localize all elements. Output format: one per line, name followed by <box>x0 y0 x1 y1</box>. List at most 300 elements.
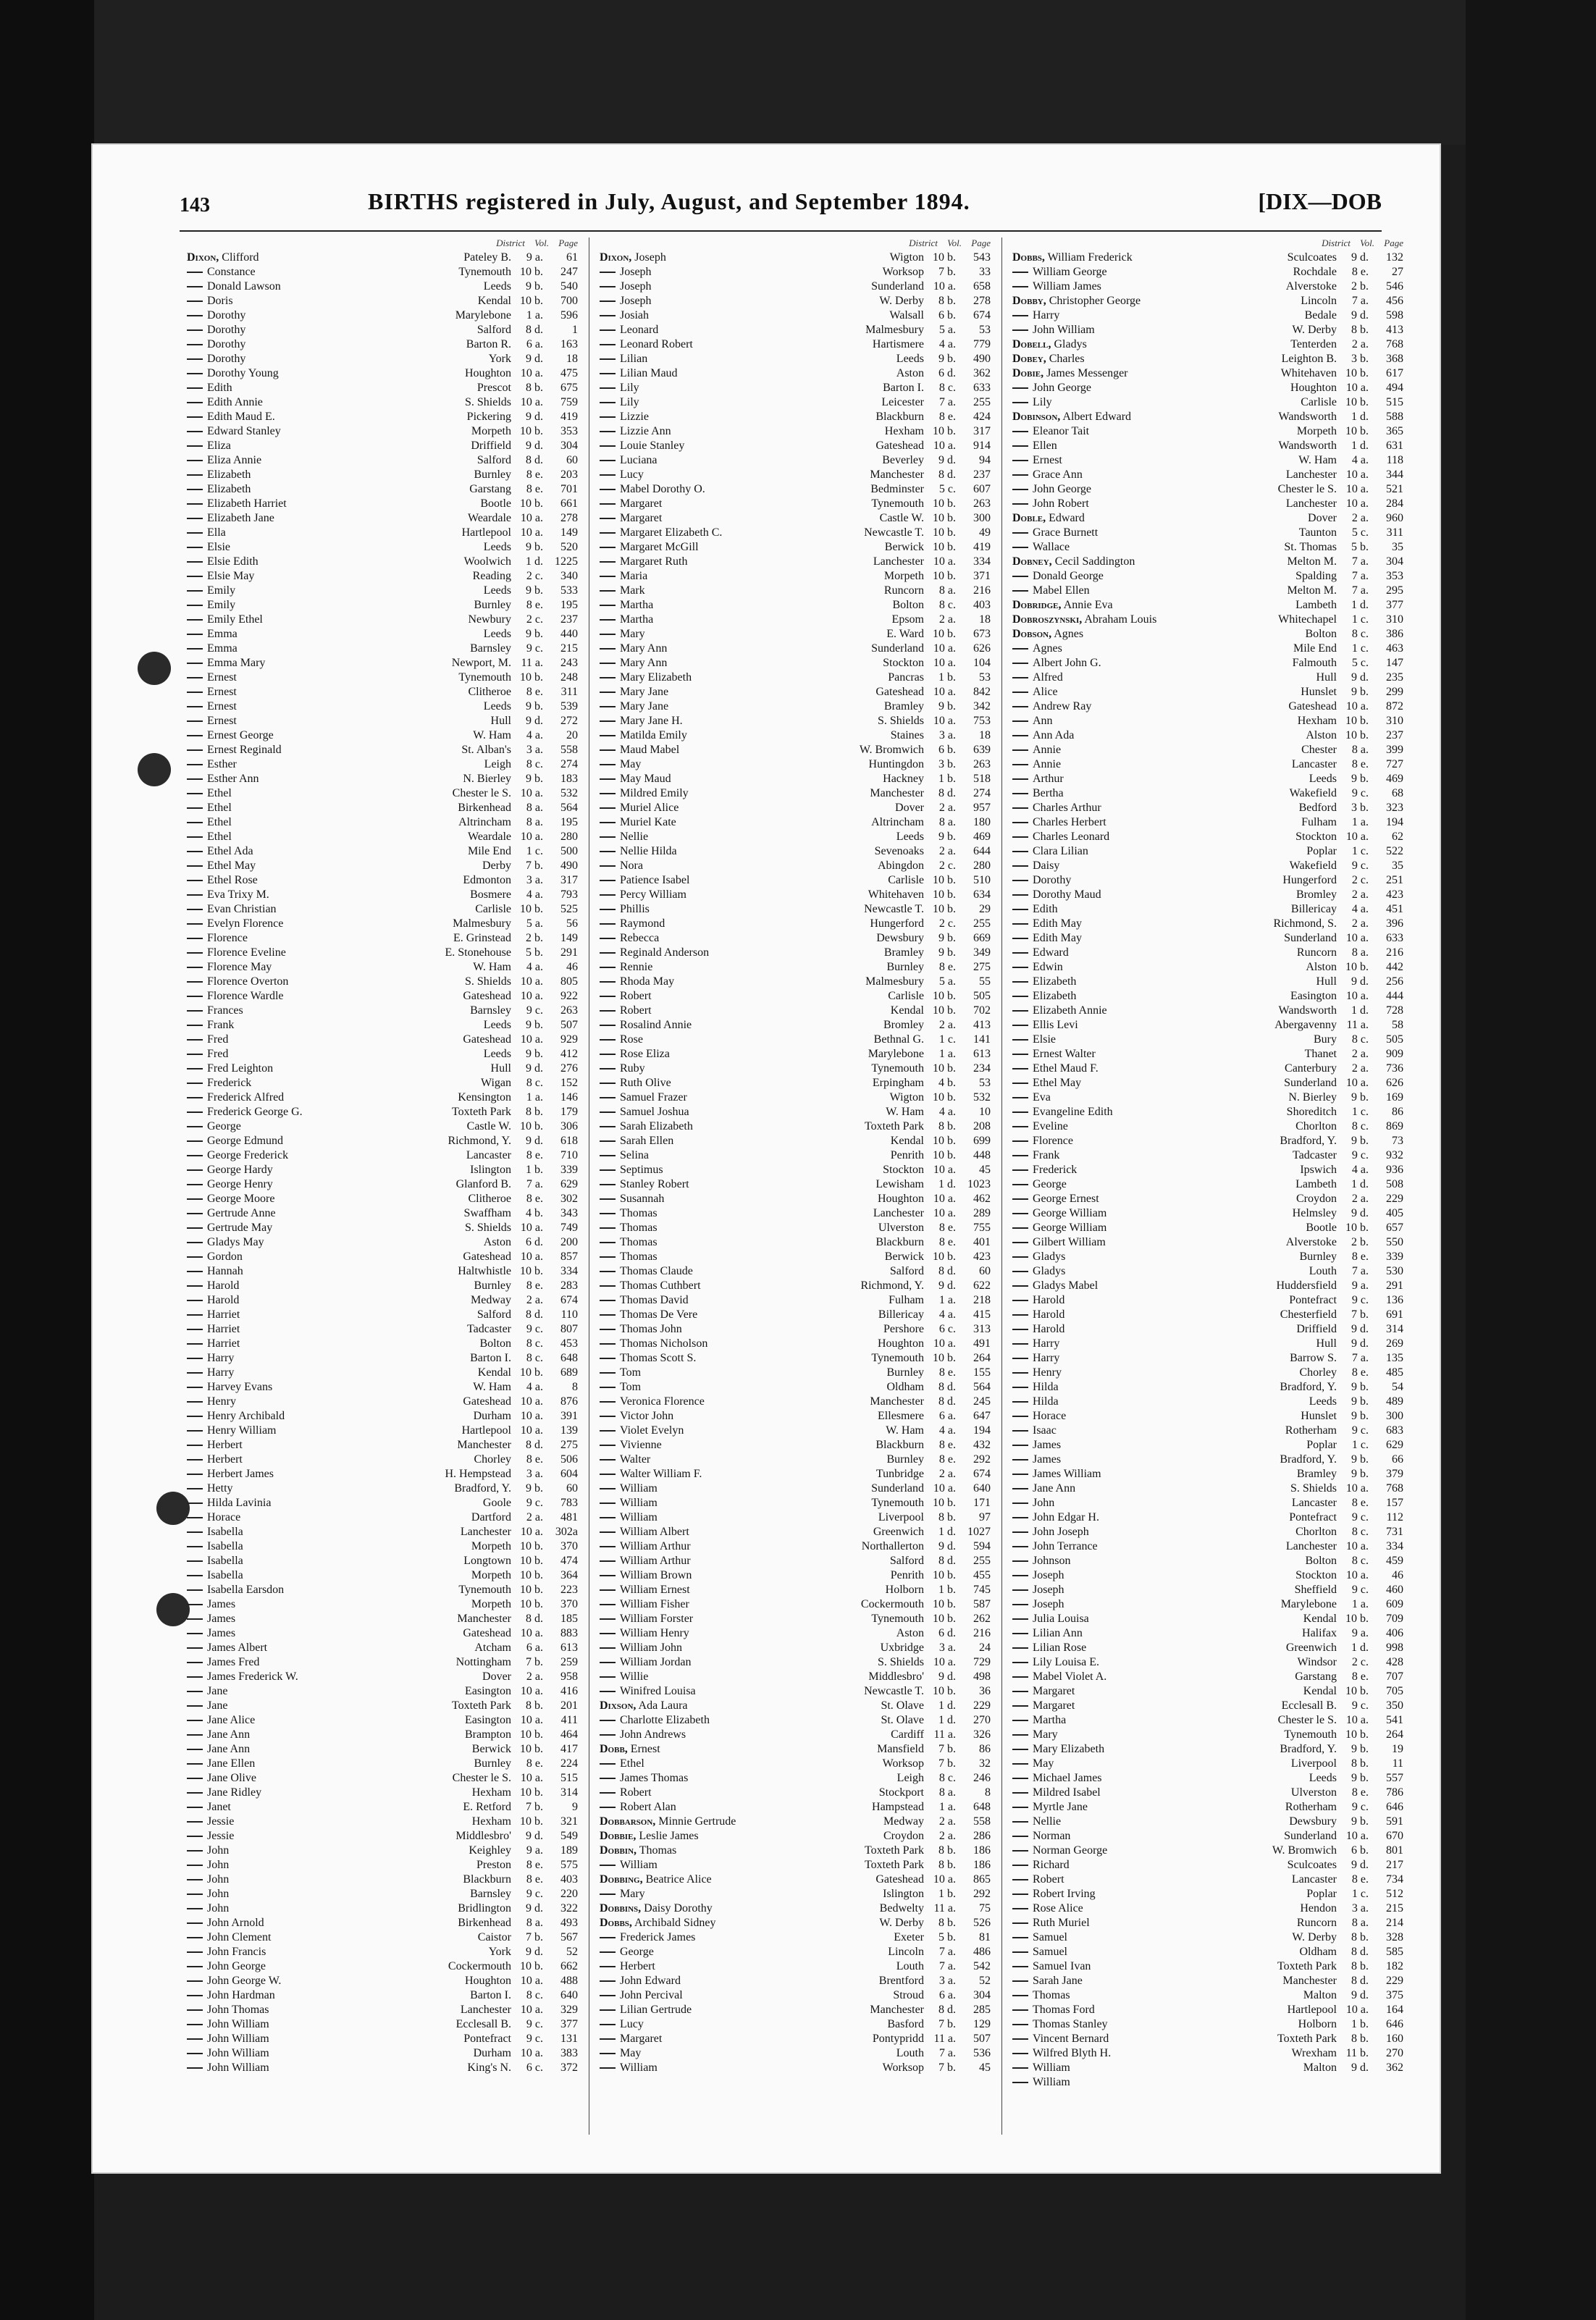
entry-given-name: John <box>207 1844 230 1857</box>
register-entry <box>1012 830 1403 844</box>
entry-volume: 7 b. <box>526 1801 543 1813</box>
entry-district: Middlesbro' <box>455 1830 511 1842</box>
entry-name <box>1012 902 1058 917</box>
entry-name <box>1012 757 1061 772</box>
entry-page: 500 <box>560 845 578 857</box>
entry-volume: 7 a. <box>1351 1352 1369 1364</box>
entry-page: 729 <box>973 1656 991 1668</box>
entry-name <box>1012 1279 1098 1293</box>
entry-name <box>600 1076 671 1090</box>
ditto-dash <box>187 2038 203 2040</box>
register-entry <box>187 453 578 468</box>
entry-name <box>600 830 648 844</box>
entry-name <box>187 366 279 381</box>
entry-given-name: Rhoda May <box>620 975 675 988</box>
entry-volume: 8 e. <box>526 1757 543 1770</box>
entry-name <box>600 1409 673 1424</box>
ditto-dash <box>1012 1126 1028 1127</box>
entry-given-name: Robert <box>1033 1873 1064 1886</box>
entry-district: S. Shields <box>464 1222 511 1234</box>
entry-page: 272 <box>560 715 578 727</box>
register-entry <box>1012 453 1403 468</box>
entry-given-name: Jane Ann <box>207 1728 251 1741</box>
entry-given-name: Louie Stanley <box>620 440 685 452</box>
entry-volume: 10 b. <box>520 671 543 684</box>
entry-name <box>1012 468 1083 482</box>
entry-district: Carlisle <box>1301 396 1337 408</box>
entry-page: 542 <box>973 1960 991 1972</box>
ditto-dash <box>600 2067 616 2069</box>
entry-page: 264 <box>973 1352 991 1364</box>
ditto-dash <box>187 1894 203 1895</box>
register-entry <box>1012 424 1403 439</box>
entry-name <box>187 1699 227 1713</box>
entry-district: St. Thomas <box>1284 541 1337 553</box>
entry-name <box>187 352 245 366</box>
register-entry <box>1012 1322 1403 1337</box>
entry-district: Leeds <box>483 541 511 553</box>
entry-name <box>1012 424 1089 439</box>
register-entry <box>1012 1930 1403 1945</box>
entry-page: 549 <box>560 1830 578 1842</box>
entry-page: 753 <box>973 715 991 727</box>
entry-district: Lancaster <box>466 1149 511 1161</box>
entry-district: Glanford B. <box>455 1178 511 1190</box>
ditto-dash <box>1012 952 1028 954</box>
ditto-dash <box>600 865 616 867</box>
register-entry <box>600 1279 991 1293</box>
ditto-dash <box>1012 1285 1028 1287</box>
entry-given-name: John Andrews <box>620 1728 686 1741</box>
entry-volume: 8 a. <box>526 1917 543 1929</box>
entry-volume: 10 b. <box>520 1815 543 1828</box>
entry-district: York <box>488 1946 511 1958</box>
entry-name <box>187 1076 251 1090</box>
entry-name <box>600 584 645 598</box>
ditto-dash <box>600 344 616 345</box>
entry-district: Driffield <box>1296 1323 1337 1335</box>
entry-page: 498 <box>973 1670 991 1683</box>
ditto-dash <box>187 561 203 563</box>
entry-given-name: Rosalind Annie <box>620 1019 692 1031</box>
entry-given-name: Edith Annie <box>207 396 263 408</box>
entry-page: 243 <box>560 657 578 669</box>
entry-page: 631 <box>1386 440 1403 452</box>
ditto-dash <box>187 1908 203 1909</box>
entry-volume: 11 a. <box>1346 1019 1369 1031</box>
entry-given-name: John Percival <box>620 1989 683 2001</box>
entry-volume: 9 b. <box>1351 1395 1369 1408</box>
entry-name <box>1012 497 1089 511</box>
page-heading: Page <box>558 238 578 248</box>
ditto-dash <box>187 1285 203 1287</box>
ditto-dash <box>600 909 616 910</box>
entry-page: 112 <box>1386 1511 1403 1523</box>
entry-page: 691 <box>1386 1308 1403 1321</box>
ditto-dash <box>1012 938 1028 939</box>
entry-page: 304 <box>560 440 578 452</box>
entry-given-name: Rennie <box>620 961 653 973</box>
entry-given-name: Dorothy <box>207 309 246 321</box>
entry-page: 710 <box>560 1149 578 1161</box>
entry-page: 200 <box>560 1236 578 1248</box>
ditto-dash <box>1012 1184 1028 1185</box>
entry-name <box>600 757 641 772</box>
entry-name <box>600 1612 693 1626</box>
ditto-dash <box>1012 1618 1028 1620</box>
entry-volume: 1 c. <box>1351 1888 1369 1900</box>
entry-page: 564 <box>973 1381 991 1393</box>
register-entry <box>187 511 578 526</box>
entry-given-name: Florence Wardle <box>207 990 284 1002</box>
entry-page: 251 <box>1386 874 1403 886</box>
entry-volume: 9 b. <box>938 700 956 713</box>
entry-volume: 9 d. <box>1351 975 1369 988</box>
entry-page: 182 <box>1386 1960 1403 1972</box>
entry-volume: 9 c. <box>1351 1294 1369 1306</box>
register-entry <box>1012 627 1403 642</box>
entry-district: Salford <box>889 1265 924 1277</box>
entry-page: 245 <box>973 1395 991 1408</box>
entry-page: 368 <box>1386 353 1403 365</box>
register-entry <box>600 1148 991 1163</box>
entry-page: 299 <box>1386 686 1403 698</box>
ditto-dash <box>187 416 203 418</box>
entry-given-name: Veronica Florence <box>620 1395 705 1408</box>
entry-district: Houghton <box>878 1193 924 1205</box>
entry-page: 217 <box>1386 1859 1403 1871</box>
entry-page: 334 <box>560 1265 578 1277</box>
entry-district: Manchester <box>457 1613 511 1625</box>
entry-page: 280 <box>560 831 578 843</box>
entry-name <box>600 1308 697 1322</box>
entry-district: Leeds <box>896 831 924 843</box>
entry-given-name: Harry <box>207 1352 235 1364</box>
register-entry <box>187 902 578 917</box>
entry-district: Barton R. <box>466 338 511 350</box>
page-header <box>180 184 1382 227</box>
entry-page: 275 <box>560 1439 578 1451</box>
ditto-dash <box>1012 387 1028 389</box>
register-entry <box>600 757 991 772</box>
entry-district: Chorley <box>474 1453 511 1466</box>
entry-district: Whitehaven <box>1280 367 1337 379</box>
entry-name <box>1012 1815 1061 1829</box>
ditto-dash <box>600 1633 616 1634</box>
entry-given-name: Lily <box>620 382 639 394</box>
entry-district: Dover <box>895 802 924 814</box>
entry-volume: 1 d. <box>938 1178 956 1190</box>
entry-district: Louth <box>1309 1265 1337 1277</box>
entry-page: 306 <box>560 1120 578 1132</box>
ditto-dash <box>600 518 616 519</box>
entry-name <box>187 1713 255 1728</box>
register-entry <box>187 1930 578 1945</box>
entry-district: Leigh <box>484 758 511 770</box>
register-entry <box>1012 1728 1403 1742</box>
entry-given-name: Jane Ridley <box>207 1786 262 1799</box>
entry-district: Tynemouth <box>1284 1728 1337 1741</box>
register-entry <box>1012 265 1403 280</box>
entry-district: S. Shields <box>464 975 511 988</box>
entry-page: 314 <box>1386 1323 1403 1335</box>
entry-name <box>600 381 639 395</box>
register-entry <box>187 1004 578 1018</box>
entry-name <box>1012 1380 1059 1395</box>
entry-name <box>187 251 259 265</box>
entry-page: 522 <box>1386 845 1403 857</box>
entry-page: 727 <box>1386 758 1403 770</box>
entry-volume: 8 d. <box>938 1395 956 1408</box>
entry-page: 326 <box>973 1728 991 1741</box>
entry-name <box>187 1018 234 1033</box>
entry-district: Lanchester <box>1285 497 1337 510</box>
ditto-dash <box>187 1633 203 1634</box>
entry-district: Leeds <box>483 280 511 293</box>
entry-district: Clitheroe <box>468 1193 511 1205</box>
register-entry <box>187 1018 578 1033</box>
entry-district: Medway <box>883 1815 924 1828</box>
register-entry <box>600 1844 991 1858</box>
register-entry <box>187 1771 578 1786</box>
ditto-dash <box>600 1242 616 1243</box>
register-entry <box>187 2017 578 2032</box>
entry-volume: 7 a. <box>1351 295 1369 307</box>
entry-page: 755 <box>973 1222 991 1234</box>
entry-page: 46 <box>566 961 578 973</box>
register-entry <box>187 1568 578 1583</box>
register-entry <box>1012 859 1403 873</box>
register-entry <box>1012 1757 1403 1771</box>
entry-name <box>600 555 687 569</box>
entry-volume: 9 b. <box>938 946 956 959</box>
entry-page: 786 <box>1386 1786 1403 1799</box>
ditto-dash <box>1012 1560 1028 1562</box>
entry-volume: 8 e. <box>1351 1873 1369 1886</box>
entry-name <box>187 555 259 569</box>
entry-district: Houghton <box>1290 382 1337 394</box>
entry-district: Malmesbury <box>865 975 924 988</box>
entry-volume: 8 d. <box>526 1613 543 1625</box>
entry-district: Kendal <box>1303 1613 1337 1625</box>
entry-name <box>187 960 272 975</box>
entry-given-name: Evangeline Edith <box>1033 1106 1113 1118</box>
ditto-dash <box>187 1560 203 1562</box>
ditto-dash <box>1012 778 1028 780</box>
entry-given-name: Thomas <box>620 1222 658 1234</box>
entry-given-name: William Albert <box>620 1526 689 1538</box>
entry-volume: 5 c. <box>1351 657 1369 669</box>
register-entry <box>600 598 991 613</box>
entry-district: Stockton <box>1295 831 1337 843</box>
entry-volume: 8 a. <box>938 816 956 828</box>
entry-volume: 1 b. <box>1351 2018 1369 2030</box>
entry-district: Bootle <box>480 497 511 510</box>
entry-given-name: Nellie <box>620 831 649 843</box>
entry-surname: Dobbs, <box>600 1917 632 1929</box>
entry-volume: 1 d. <box>938 1714 956 1726</box>
entry-volume: 8 e. <box>938 1222 956 1234</box>
entry-name <box>187 598 235 613</box>
register-entry <box>600 1510 991 1525</box>
entry-page: 379 <box>1386 1468 1403 1480</box>
entry-page: 255 <box>973 917 991 930</box>
entry-district: S. Shields <box>464 396 511 408</box>
ditto-dash <box>187 1068 203 1069</box>
entry-page: 507 <box>973 2033 991 2045</box>
entry-volume: 9 d. <box>1351 1207 1369 1219</box>
entry-name <box>187 1235 264 1250</box>
register-entry <box>600 468 991 482</box>
entry-district: Chester le S. <box>452 1772 511 1784</box>
entry-name <box>600 366 678 381</box>
ditto-dash <box>187 851 203 852</box>
entry-page: 9 <box>572 1801 578 1813</box>
entry-district: Goole <box>482 1497 511 1509</box>
entry-district: Bury <box>1314 1033 1337 1046</box>
entry-given-name: Herbert <box>207 1439 243 1451</box>
ditto-dash <box>187 1749 203 1750</box>
entry-name <box>600 627 645 642</box>
entry-name <box>1012 2032 1109 2046</box>
entry-volume: 9 c. <box>1351 1699 1369 1712</box>
entry-page: 510 <box>973 874 991 886</box>
entry-name <box>187 859 256 873</box>
entry-volume: 8 b. <box>526 1106 543 1118</box>
entry-volume: 10 b. <box>933 497 956 510</box>
entry-page: 19 <box>1392 1743 1403 1755</box>
ditto-dash <box>600 634 616 635</box>
entry-volume: 8 d. <box>938 787 956 799</box>
entry-district: Bramley <box>1296 1468 1337 1480</box>
ditto-dash <box>187 1951 203 1953</box>
entry-name <box>187 584 235 598</box>
entry-name <box>600 569 647 584</box>
entry-name <box>1012 1351 1059 1366</box>
ditto-dash <box>187 2053 203 2054</box>
register-entry <box>1012 1829 1403 1844</box>
entry-page: 377 <box>1386 599 1403 611</box>
entry-volume: 8 c. <box>526 1337 543 1350</box>
entry-volume: 7 b. <box>938 2061 956 2074</box>
entry-page: 371 <box>973 570 991 582</box>
ditto-dash <box>600 1459 616 1460</box>
entry-page: 310 <box>1386 715 1403 727</box>
entry-name <box>187 2003 269 2017</box>
ditto-dash <box>600 576 616 577</box>
entry-given-name: Thomas <box>639 1844 677 1857</box>
ditto-dash <box>600 445 616 447</box>
entry-name <box>1012 1887 1096 1901</box>
entry-district: Hexham <box>1297 715 1337 727</box>
entry-page: 237 <box>1386 729 1403 741</box>
ditto-dash <box>1012 648 1028 650</box>
entry-volume: 10 a. <box>933 686 956 698</box>
entry-given-name: Evelyn Florence <box>207 917 284 930</box>
entry-volume: 10 a. <box>933 657 956 669</box>
entry-name <box>600 714 683 728</box>
entry-volume: 8 c. <box>526 1352 543 1364</box>
entry-district: Dover <box>1308 512 1337 524</box>
register-entry <box>1012 1395 1403 1409</box>
entry-volume: 9 b. <box>526 1048 543 1060</box>
entry-volume: 8 b. <box>1351 2033 1369 2045</box>
entry-page: 141 <box>973 1033 991 1046</box>
entry-given-name: Henry Archibald <box>207 1410 285 1422</box>
entry-given-name: Dorothy Young <box>207 367 279 379</box>
entry-given-name: Thomas Nicholson <box>620 1337 708 1350</box>
ditto-dash <box>600 2038 616 2040</box>
entry-given-name: John Francis <box>207 1946 266 1958</box>
entry-volume: 3 a. <box>1351 1902 1369 1915</box>
entry-district: Dewsbury <box>1289 1815 1337 1828</box>
entry-name <box>1012 569 1104 584</box>
entry-name <box>187 337 245 352</box>
entry-given-name: Ruby <box>620 1062 645 1075</box>
entry-volume: 8 e. <box>526 686 543 698</box>
entry-given-name: Jessie <box>207 1815 235 1828</box>
entry-name <box>1012 1901 1083 1916</box>
register-entry <box>1012 1293 1403 1308</box>
entry-district: Ecclesall B. <box>455 2018 511 2030</box>
entry-name <box>600 699 668 714</box>
ditto-dash <box>600 938 616 939</box>
register-entry <box>187 1279 578 1293</box>
ditto-dash <box>1012 1821 1028 1823</box>
entry-page: 416 <box>560 1685 578 1697</box>
ditto-dash <box>1012 749 1028 751</box>
ditto-dash <box>187 1662 203 1663</box>
entry-given-name: Elizabeth <box>1033 990 1077 1002</box>
register-entry <box>187 1858 578 1873</box>
register-entry <box>600 323 991 337</box>
entry-given-name: Harold <box>207 1279 240 1292</box>
ditto-dash <box>1012 1039 1028 1041</box>
entry-page: 1225 <box>555 555 578 568</box>
ditto-dash <box>1012 1575 1028 1576</box>
entry-page: 515 <box>560 1772 578 1784</box>
register-entry <box>1012 975 1403 989</box>
entry-name <box>600 1496 658 1510</box>
entry-page: 647 <box>973 1410 991 1422</box>
entry-surname: Dobbin, <box>600 1844 637 1857</box>
register-entry <box>187 1351 578 1366</box>
entry-volume: 8 d. <box>526 454 543 466</box>
entry-given-name: Samuel Joshua <box>620 1106 689 1118</box>
entry-district: Barnsley <box>470 642 511 655</box>
entry-name <box>187 1612 235 1626</box>
entry-district: Uxbridge <box>880 1642 924 1654</box>
register-entry <box>600 1308 991 1322</box>
entry-name <box>600 1062 645 1076</box>
entry-district: Barton I. <box>883 382 924 394</box>
entry-page: 283 <box>560 1279 578 1292</box>
ditto-dash <box>187 1807 203 1808</box>
entry-volume: 6 d. <box>526 1236 543 1248</box>
entry-name <box>187 1525 243 1539</box>
entry-surname: Dobbing, <box>600 1873 643 1886</box>
entry-volume: 8 d. <box>938 468 956 481</box>
ditto-dash <box>187 764 203 765</box>
entry-given-name: Mary Ann <box>620 642 668 655</box>
entry-volume: 10 a. <box>933 715 956 727</box>
entry-page: 276 <box>560 1062 578 1075</box>
entry-page: 362 <box>1386 2061 1403 2074</box>
entry-district: Mansfield <box>877 1743 924 1755</box>
entry-volume: 10 a. <box>520 1526 543 1538</box>
entry-district: W. Ham <box>473 1381 511 1393</box>
entry-given-name: Esther <box>207 758 237 770</box>
